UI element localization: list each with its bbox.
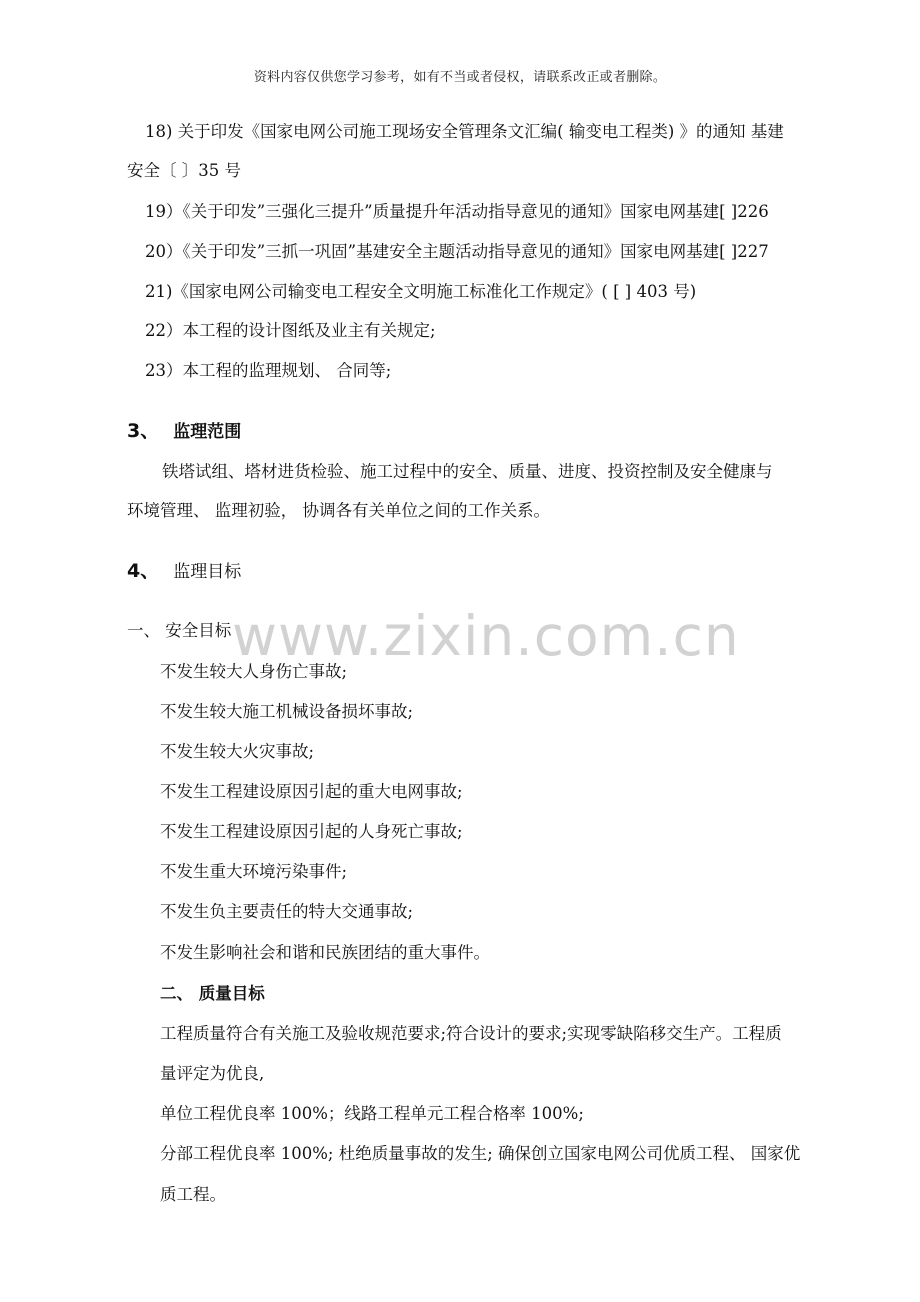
section-4-title: 监理目标 (173, 562, 242, 582)
quality-para2: 单位工程优良率 100%；线路工程单元工程合格率 100%; (160, 1104, 584, 1123)
section-4-number: 4、 (127, 560, 160, 582)
section-4-heading (127, 562, 241, 581)
safety-item: 不发生影响社会和谐和民族团结的重大事件。 (160, 943, 490, 962)
reference-item-18-line1: 18) 关于印发《国家电网公司施工现场安全管理条文汇编( 输变电工程类) 》的通知 基建 (145, 122, 784, 141)
safety-item: 不发生重大环境污染事件; (160, 862, 348, 881)
quality-para3-line1: 分部工程优良率 100%; 杜绝质量事故的发生; 确保创立国家电网公司优质工程、 国家优 (160, 1144, 801, 1163)
section-3-heading (127, 422, 241, 441)
section-3-title: 监理范围 (173, 422, 242, 442)
quality-goals-heading: 二、 质量目标 (160, 984, 265, 1003)
reference-item-23: 23）本工程的监理规划、 合同等; (145, 361, 392, 380)
section-3-body-line1: 铁塔试组、塔材进货检验、施工过程中的安全、质量、进度、投资控制及安全健康与 (162, 462, 773, 481)
section-3-body-line2: 环境管理、 监理初验， 协调各有关单位之间的工作关系。 (127, 501, 550, 520)
reference-item-19: 19）《关于印发”三强化三提升”质量提升年活动指导意见的通知》国家电网基建[ ]226 (145, 202, 769, 221)
reference-item-21: 21)《国家电网公司输变电工程安全文明施工标准化工作规定》( [ ] 403 号) (145, 282, 697, 301)
quality-para1-line2: 量评定为优良, (160, 1064, 265, 1083)
quality-para3-line2: 质工程。 (160, 1185, 226, 1204)
reference-item-22: 22）本工程的设计图纸及业主有关规定; (145, 321, 436, 340)
safety-item: 不发生工程建设原因引起的人身死亡事故; (160, 822, 463, 841)
section-3-number: 3、 (127, 420, 160, 442)
safety-item: 不发生负主要责任的特大交通事故; (160, 902, 414, 921)
reference-item-18-line2: 安全〔 〕35 号 (127, 161, 241, 180)
safety-item: 不发生工程建设原因引起的重大电网事故; (160, 782, 463, 801)
safety-goals-heading: 一、 安全目标 (127, 621, 232, 640)
safety-item: 不发生较大火灾事故; (160, 742, 315, 761)
reference-item-20: 20）《关于印发”三抓一巩固”基建安全主题活动指导意见的通知》国家电网基建[ ]227 (145, 242, 769, 261)
watermark: www.zixin.com.cn (232, 604, 740, 668)
safety-item: 不发生较大人身伤亡事故; (160, 662, 348, 681)
quality-para1-line1: 工程质量符合有关施工及验收规范要求;符合设计的要求;实现零缺陷移交生产。工程质 (160, 1024, 782, 1043)
safety-item: 不发生较大施工机械设备损坏事故; (160, 702, 414, 721)
header-notice: 资料内容仅供您学习参考，如有不当或者侵权，请联系改正或者删除。 (253, 70, 667, 85)
